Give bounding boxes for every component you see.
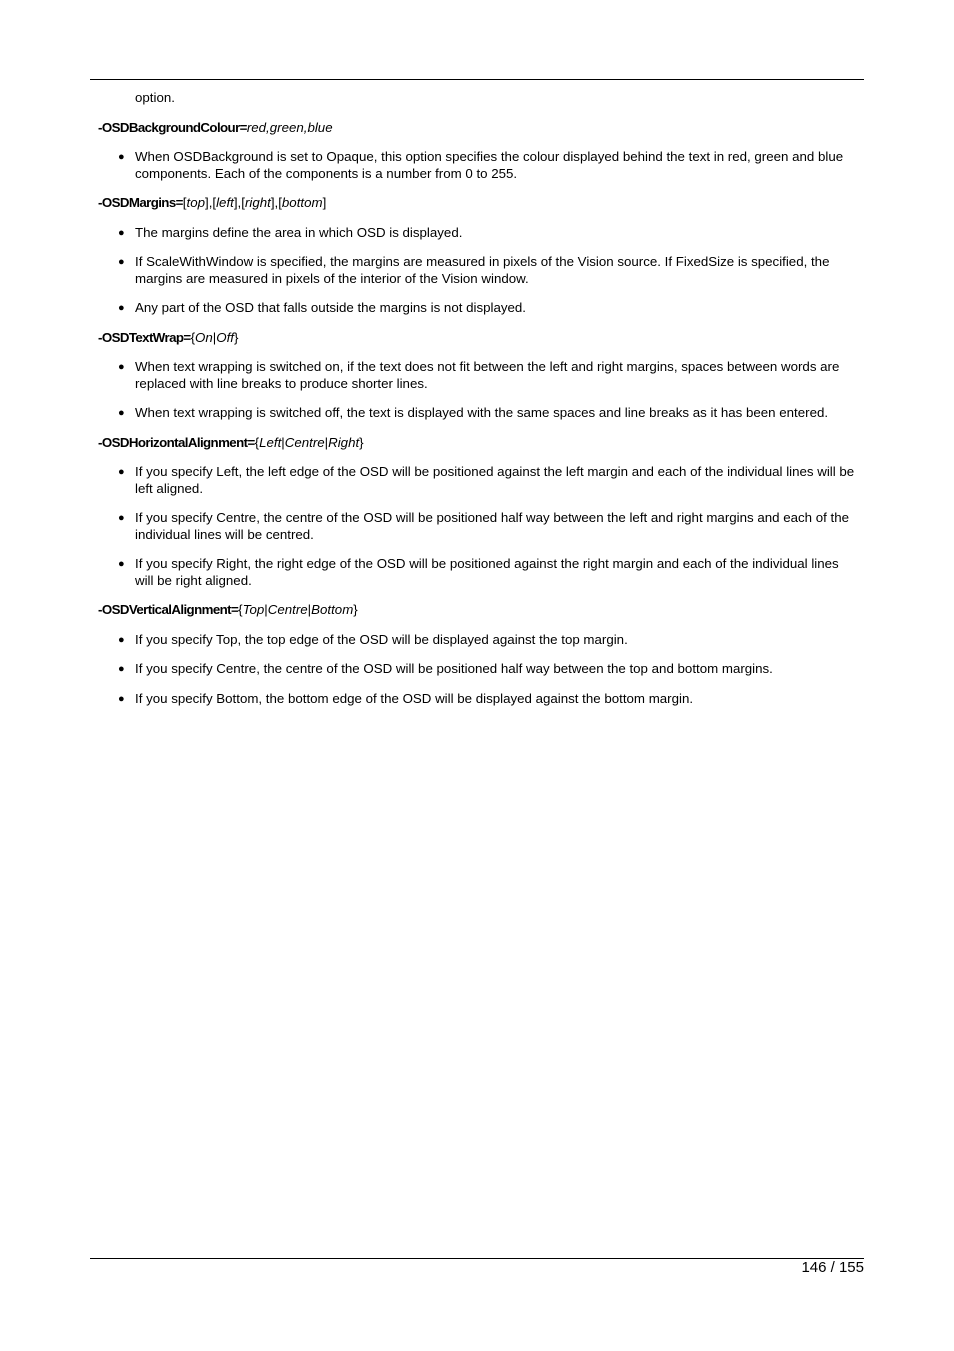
bullet-icon: ● bbox=[118, 302, 125, 314]
option-heading bbox=[98, 330, 858, 347]
option-punct: } bbox=[359, 434, 364, 450]
bullet-icon: ● bbox=[118, 692, 125, 705]
option-value: top bbox=[186, 195, 205, 210]
option-value: Right bbox=[328, 434, 360, 450]
list-item-text: If you specify Centre, the centre of the OSD will be positioned half way between the top and bottom margins. bbox=[135, 661, 773, 676]
bullet-list bbox=[98, 359, 858, 422]
bullet-icon: ● bbox=[118, 256, 125, 268]
option-value: Centre bbox=[284, 434, 325, 450]
bullet-icon: ● bbox=[118, 466, 125, 478]
option-punct: ] bbox=[322, 195, 327, 210]
list-item-text: When text wrapping is switched off, the text is displayed with the same spaces and line breaks as it has been entered. bbox=[135, 405, 829, 420]
list-item-text: If you specify Centre, the centre of the OSD will be positioned half way between the left and right margins and each of the individual lines will be centred. bbox=[135, 510, 850, 542]
option-heading bbox=[98, 602, 858, 619]
list-item-text: If you specify Left, the left edge of the OSD will be positioned against the left margin and each of the individual lines will be left aligned. bbox=[135, 464, 855, 496]
option-punct: | bbox=[324, 434, 329, 450]
list-item bbox=[98, 300, 858, 317]
continuation-text: option. bbox=[135, 90, 175, 105]
option-value: red,green,blue bbox=[246, 119, 333, 135]
bullet-icon: ● bbox=[118, 361, 125, 373]
option-punct: [ bbox=[182, 195, 187, 210]
bullet-icon: ● bbox=[118, 663, 125, 675]
option-punct: } bbox=[353, 602, 358, 617]
list-item-text: The margins define the area in which OSD is displayed. bbox=[135, 224, 463, 240]
list-item-text: When text wrapping is switched on, if the text does not fit between the left and right margins, spaces between words are replaced with line breaks to produce shorter lines. bbox=[135, 359, 840, 391]
option-value: Left bbox=[259, 434, 282, 450]
list-item bbox=[98, 691, 858, 708]
list-item-text: If you specify Right, the right edge of the OSD will be positioned against the right margin and each of the individual lines will be right aligned. bbox=[135, 556, 839, 588]
option-punct: | bbox=[281, 434, 285, 450]
option-name: -OSDBackgroundColour= bbox=[98, 119, 247, 135]
option-name: -OSDVerticalAlignment= bbox=[98, 602, 239, 617]
option-punct: { bbox=[190, 329, 196, 345]
list-item bbox=[98, 464, 858, 497]
option-punct: ],[ bbox=[233, 195, 245, 210]
bullet-icon: ● bbox=[118, 226, 125, 239]
bullet-list bbox=[98, 225, 858, 317]
option-name: -OSDTextWrap= bbox=[98, 329, 191, 345]
list-item-text: If ScaleWithWindow is specified, the margins are measured in pixels of the Vision source. If FixedSize is specified, the margins are measured in pixels of the interior of the Vision window. bbox=[135, 254, 830, 286]
bullet-icon: ● bbox=[118, 633, 125, 646]
option-punct: ],[ bbox=[205, 195, 217, 210]
header-rule bbox=[90, 79, 864, 80]
bullet-icon: ● bbox=[118, 558, 125, 570]
option-punct: | bbox=[212, 329, 217, 345]
list-item bbox=[98, 149, 858, 182]
option-value: Off bbox=[216, 329, 234, 345]
option-heading bbox=[98, 195, 858, 212]
option-value: On bbox=[195, 329, 213, 345]
bullet-list bbox=[98, 464, 858, 589]
option-punct: | bbox=[264, 602, 268, 617]
option-punct: { bbox=[238, 602, 243, 617]
option-value: bottom bbox=[281, 195, 323, 210]
option-heading bbox=[98, 435, 858, 452]
option-value: Centre bbox=[267, 602, 308, 617]
option-value: Top bbox=[242, 602, 265, 617]
option-name: -OSDMargins= bbox=[98, 195, 183, 210]
option-name: -OSDHorizontalAlignment= bbox=[98, 434, 255, 450]
bullet-icon: ● bbox=[118, 512, 125, 524]
list-item-text: If you specify Bottom, the bottom edge of the OSD will be displayed against the bottom margin. bbox=[135, 690, 694, 706]
list-item bbox=[98, 510, 858, 543]
page-number: 146 / 155 bbox=[801, 1259, 864, 1276]
option-punct: { bbox=[254, 434, 260, 450]
list-item bbox=[98, 661, 858, 678]
option-punct: ],[ bbox=[270, 195, 282, 210]
footer-rule bbox=[90, 1258, 864, 1259]
list-item-text: When OSDBackground is set to Opaque, this option specifies the colour displayed behind the text in red, green and blue components. Each of the components is a number from 0 to 255. bbox=[135, 149, 844, 181]
list-item bbox=[98, 405, 858, 422]
list-item bbox=[98, 359, 858, 392]
option-punct: } bbox=[233, 329, 239, 345]
option-value: right bbox=[244, 195, 271, 210]
option-value: left bbox=[216, 195, 234, 210]
list-item bbox=[98, 556, 858, 589]
list-item bbox=[98, 225, 858, 242]
bullet-icon: ● bbox=[118, 151, 125, 163]
option-value: Bottom bbox=[311, 602, 354, 617]
list-item bbox=[98, 254, 858, 287]
bullet-list bbox=[98, 632, 858, 708]
list-item-text: If you specify Top, the top edge of the OSD will be displayed against the top margin. bbox=[135, 631, 628, 647]
bullet-list bbox=[98, 149, 858, 182]
list-item bbox=[98, 632, 858, 649]
document-body bbox=[98, 90, 858, 720]
bullet-icon: ● bbox=[118, 407, 125, 419]
option-punct: | bbox=[307, 602, 312, 617]
option-heading bbox=[98, 120, 858, 137]
list-item-text: Any part of the OSD that falls outside the margins is not displayed. bbox=[135, 300, 526, 315]
